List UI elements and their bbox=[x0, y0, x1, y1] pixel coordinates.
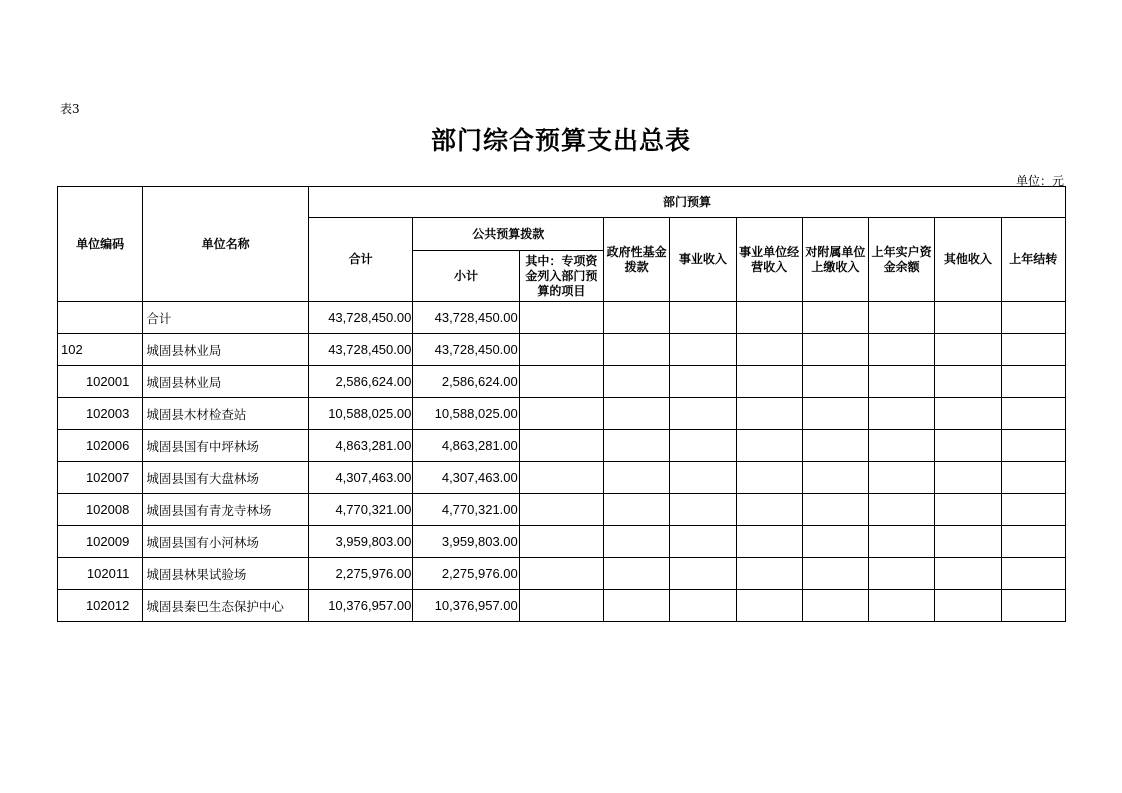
cell-subtotal: 4,307,463.00 bbox=[413, 462, 519, 494]
cell-total: 10,588,025.00 bbox=[308, 398, 412, 430]
cell-name: 城固县林果试验场 bbox=[143, 558, 309, 590]
cell-empty bbox=[935, 462, 1001, 494]
cell-empty bbox=[519, 558, 603, 590]
cell-empty bbox=[935, 526, 1001, 558]
cell-name: 合计 bbox=[143, 302, 309, 334]
cell-empty bbox=[736, 494, 802, 526]
cell-empty bbox=[802, 526, 868, 558]
header-affiliated: 对附属单位上缴收入 bbox=[802, 218, 868, 302]
cell-empty bbox=[802, 366, 868, 398]
cell-total: 10,376,957.00 bbox=[308, 590, 412, 622]
cell-code: 102009 bbox=[58, 526, 143, 558]
cell-code: 102003 bbox=[58, 398, 143, 430]
cell-empty bbox=[670, 430, 736, 462]
cell-empty bbox=[802, 590, 868, 622]
header-other-income: 其他收入 bbox=[935, 218, 1001, 302]
cell-empty bbox=[519, 526, 603, 558]
cell-name: 城固县国有小河林场 bbox=[143, 526, 309, 558]
table-row bbox=[58, 366, 1066, 398]
cell-empty bbox=[1001, 526, 1065, 558]
cell-total: 4,307,463.00 bbox=[308, 462, 412, 494]
table-row bbox=[58, 558, 1066, 590]
table-row bbox=[58, 590, 1066, 622]
table-row bbox=[58, 462, 1066, 494]
cell-empty bbox=[869, 462, 935, 494]
cell-empty bbox=[604, 430, 670, 462]
cell-empty bbox=[869, 558, 935, 590]
cell-empty bbox=[935, 334, 1001, 366]
cell-empty bbox=[1001, 398, 1065, 430]
cell-empty bbox=[935, 430, 1001, 462]
cell-code: 102006 bbox=[58, 430, 143, 462]
cell-empty bbox=[670, 366, 736, 398]
cell-empty bbox=[736, 430, 802, 462]
cell-empty bbox=[519, 462, 603, 494]
cell-total: 4,770,321.00 bbox=[308, 494, 412, 526]
header-gov-fund: 政府性基金拨款 bbox=[604, 218, 670, 302]
header-name: 单位名称 bbox=[143, 187, 309, 302]
table-row bbox=[58, 302, 1066, 334]
cell-empty bbox=[935, 558, 1001, 590]
cell-empty bbox=[736, 302, 802, 334]
table-row bbox=[58, 334, 1066, 366]
table-body bbox=[58, 302, 1066, 622]
cell-subtotal: 2,275,976.00 bbox=[413, 558, 519, 590]
cell-empty bbox=[802, 430, 868, 462]
cell-empty bbox=[935, 590, 1001, 622]
cell-subtotal: 10,376,957.00 bbox=[413, 590, 519, 622]
unit-label: 单位：元 bbox=[1015, 174, 1064, 188]
table-row bbox=[58, 398, 1066, 430]
cell-empty bbox=[604, 558, 670, 590]
header-public-budget: 公共预算拨款 bbox=[413, 218, 604, 251]
cell-empty bbox=[869, 398, 935, 430]
cell-total: 43,728,450.00 bbox=[308, 334, 412, 366]
cell-empty bbox=[736, 462, 802, 494]
cell-empty bbox=[670, 462, 736, 494]
cell-empty bbox=[604, 462, 670, 494]
cell-subtotal: 3,959,803.00 bbox=[413, 526, 519, 558]
cell-name: 城固县国有中坪林场 bbox=[143, 430, 309, 462]
cell-empty bbox=[935, 494, 1001, 526]
cell-empty bbox=[736, 366, 802, 398]
header-last-year-balance: 上年实户资金余额 bbox=[869, 218, 935, 302]
cell-total: 2,586,624.00 bbox=[308, 366, 412, 398]
cell-empty bbox=[935, 398, 1001, 430]
cell-subtotal: 4,863,281.00 bbox=[413, 430, 519, 462]
cell-empty bbox=[869, 494, 935, 526]
cell-subtotal: 2,586,624.00 bbox=[413, 366, 519, 398]
cell-empty bbox=[670, 558, 736, 590]
cell-empty bbox=[802, 334, 868, 366]
cell-name: 城固县秦巴生态保护中心 bbox=[143, 590, 309, 622]
cell-code: 102011 bbox=[58, 558, 143, 590]
cell-empty bbox=[736, 398, 802, 430]
cell-empty bbox=[802, 494, 868, 526]
cell-empty bbox=[1001, 366, 1065, 398]
cell-empty bbox=[802, 398, 868, 430]
cell-empty bbox=[519, 366, 603, 398]
cell-code: 102008 bbox=[58, 494, 143, 526]
table-row bbox=[58, 430, 1066, 462]
cell-name: 城固县木材检查站 bbox=[143, 398, 309, 430]
header-subtotal: 小计 bbox=[413, 251, 519, 302]
cell-empty bbox=[736, 558, 802, 590]
cell-empty bbox=[1001, 430, 1065, 462]
cell-empty bbox=[1001, 558, 1065, 590]
cell-name: 城固县国有青龙寺林场 bbox=[143, 494, 309, 526]
cell-empty bbox=[604, 398, 670, 430]
cell-total: 3,959,803.00 bbox=[308, 526, 412, 558]
header-carryover: 上年结转 bbox=[1001, 218, 1065, 302]
cell-empty bbox=[736, 526, 802, 558]
cell-code bbox=[58, 302, 143, 334]
cell-code: 102001 bbox=[58, 366, 143, 398]
cell-empty bbox=[519, 430, 603, 462]
header-special: 其中：专项资金列入部门预算的项目 bbox=[519, 251, 603, 302]
cell-empty bbox=[1001, 462, 1065, 494]
cell-empty bbox=[604, 302, 670, 334]
cell-empty bbox=[736, 334, 802, 366]
cell-empty bbox=[869, 430, 935, 462]
cell-empty bbox=[935, 302, 1001, 334]
cell-total: 2,275,976.00 bbox=[308, 558, 412, 590]
cell-code: 102012 bbox=[58, 590, 143, 622]
cell-empty bbox=[604, 334, 670, 366]
cell-empty bbox=[519, 302, 603, 334]
cell-empty bbox=[670, 334, 736, 366]
cell-total: 4,863,281.00 bbox=[308, 430, 412, 462]
cell-subtotal: 10,588,025.00 bbox=[413, 398, 519, 430]
cell-empty bbox=[519, 398, 603, 430]
cell-empty bbox=[670, 398, 736, 430]
cell-empty bbox=[670, 302, 736, 334]
cell-empty bbox=[869, 526, 935, 558]
cell-empty bbox=[670, 590, 736, 622]
table-number: 表3 bbox=[60, 102, 80, 116]
cell-name: 城固县林业局 bbox=[143, 334, 309, 366]
cell-code: 102007 bbox=[58, 462, 143, 494]
cell-name: 城固县国有大盘林场 bbox=[143, 462, 309, 494]
cell-empty bbox=[869, 590, 935, 622]
cell-empty bbox=[519, 494, 603, 526]
budget-table bbox=[57, 186, 1066, 622]
cell-empty bbox=[869, 366, 935, 398]
cell-name: 城固县林业局 bbox=[143, 366, 309, 398]
cell-empty bbox=[802, 302, 868, 334]
cell-empty bbox=[604, 526, 670, 558]
cell-empty bbox=[802, 462, 868, 494]
header-dept-budget: 部门预算 bbox=[308, 187, 1065, 218]
cell-subtotal: 4,770,321.00 bbox=[413, 494, 519, 526]
header-total: 合计 bbox=[308, 218, 412, 302]
cell-empty bbox=[1001, 494, 1065, 526]
cell-empty bbox=[1001, 334, 1065, 366]
cell-empty bbox=[935, 366, 1001, 398]
cell-subtotal: 43,728,450.00 bbox=[413, 302, 519, 334]
cell-empty bbox=[736, 590, 802, 622]
cell-empty bbox=[670, 494, 736, 526]
cell-empty bbox=[604, 366, 670, 398]
table-row bbox=[58, 526, 1066, 558]
cell-empty bbox=[869, 334, 935, 366]
cell-subtotal: 43,728,450.00 bbox=[413, 334, 519, 366]
table-row bbox=[58, 494, 1066, 526]
cell-empty bbox=[670, 526, 736, 558]
header-business-income: 事业收入 bbox=[670, 218, 736, 302]
cell-empty bbox=[869, 302, 935, 334]
cell-total: 43,728,450.00 bbox=[308, 302, 412, 334]
cell-code: 102 bbox=[58, 334, 143, 366]
header-code: 单位编码 bbox=[58, 187, 143, 302]
header-business-operating: 事业单位经营收入 bbox=[736, 218, 802, 302]
cell-empty bbox=[519, 334, 603, 366]
cell-empty bbox=[1001, 302, 1065, 334]
cell-empty bbox=[519, 590, 603, 622]
cell-empty bbox=[604, 494, 670, 526]
cell-empty bbox=[604, 590, 670, 622]
page-title: 部门综合预算支出总表 bbox=[430, 126, 691, 155]
cell-empty bbox=[1001, 590, 1065, 622]
cell-empty bbox=[802, 558, 868, 590]
